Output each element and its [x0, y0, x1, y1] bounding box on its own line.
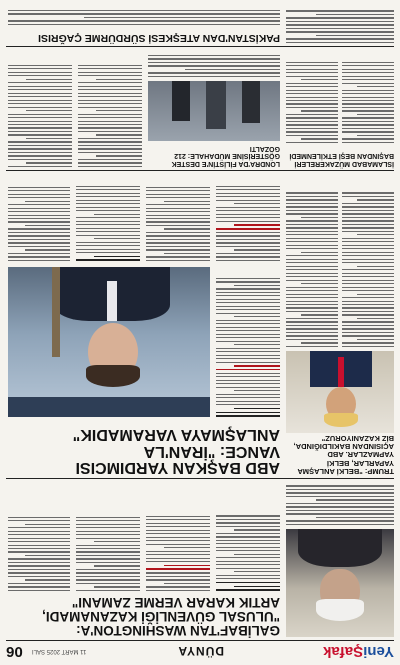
left-story-headline: TRUMP: "BELKİ ANLAŞMA YAPARLAR, BELKİ YAPMAZLAR. ABD AÇISINDAN BAKILDIĞINDA, BİZ KAZANIYORUZ": [293, 434, 394, 476]
flag-pole: [52, 267, 60, 357]
mid-story-column-2: [286, 51, 338, 143]
issue-date: 11 MART 2025 SALI: [32, 648, 87, 654]
main-story-column-3: [146, 177, 210, 261]
bottom-story-column-1: [286, 5, 394, 43]
top-story-column-5: [286, 485, 394, 525]
top-headline-line3: ARTIK KARAR VERME ZAMANI": [71, 595, 280, 611]
left-story-column-1: [342, 177, 394, 347]
main-headline-line1: ABD BAŞKAN YARDIMCISI: [75, 459, 280, 476]
top-headline: [8, 596, 280, 637]
lower-column-3: [78, 51, 142, 167]
portrait-turban: [316, 599, 364, 621]
crowd-figure-3: [172, 81, 190, 121]
mid-story-headline: İSLAMABAD MÜZAKERELERİ BAŞINDAN BEŞİ ETKİLENMEDİ: [289, 152, 394, 167]
top-story-column-2: [146, 513, 210, 591]
section-label: DÜNYA: [177, 644, 224, 658]
logo-main: Yeni: [363, 643, 394, 660]
bottom-story-headline: PAKİSTAN'DAN ATEŞKESİ SÜRDÜRME ÇAĞRISI: [38, 32, 280, 44]
top-story-column-4: [8, 513, 70, 591]
top-story-column-1: [216, 513, 280, 591]
main-story-column-1: [216, 267, 280, 417]
vance-hair: [86, 365, 140, 387]
main-story-photo: [8, 267, 210, 417]
top-story-photo: [286, 529, 394, 637]
masthead: [6, 640, 394, 661]
bottom-divider: [6, 46, 394, 47]
vance-shirt: [107, 281, 117, 321]
lower-divider: [6, 170, 394, 171]
mid-story-column-1: [342, 51, 394, 143]
london-story-headline: LONDRA'DA FİLİSTİN'E DESTEK GÖSTERİSİNE MÜDAHALE: 212 GÖZALTI: [171, 144, 280, 167]
left-story-photo: [286, 351, 394, 433]
main-story-column-4: [76, 177, 140, 261]
bottom-story-text: [8, 5, 280, 25]
crowd-figure-1: [242, 81, 260, 123]
main-headline: [8, 426, 280, 475]
main-headline-line3: ANLAŞMAYA VARAMADIK": [72, 426, 280, 444]
top-headline-line1: GALİBAF'TAN WASHINGTON'A:: [76, 623, 280, 638]
top-headline-line2: "ULUSAL GÜVENLİĞİ KAZANAMADI,: [42, 609, 280, 625]
photo-backdrop-band: [8, 397, 210, 417]
logo-accent: Şafak: [323, 643, 364, 660]
crowd-figure-2: [206, 81, 226, 129]
trump-tie: [338, 357, 344, 387]
lower-column-4: [8, 51, 72, 167]
main-story-column-2: [216, 177, 280, 261]
left-story-column-2: [286, 177, 338, 347]
main-story-column-5: [8, 177, 70, 261]
london-story-photo: [148, 81, 280, 141]
london-story-text: [148, 51, 280, 77]
page-number: 06: [6, 643, 23, 660]
newspaper-logo: [323, 643, 394, 660]
section-divider: [6, 478, 394, 479]
portrait-robe: [298, 529, 382, 567]
main-headline-line2: VANCE: "İRAN'LA: [143, 442, 280, 460]
top-story-column-3: [76, 513, 140, 591]
trump-hair: [324, 413, 358, 427]
